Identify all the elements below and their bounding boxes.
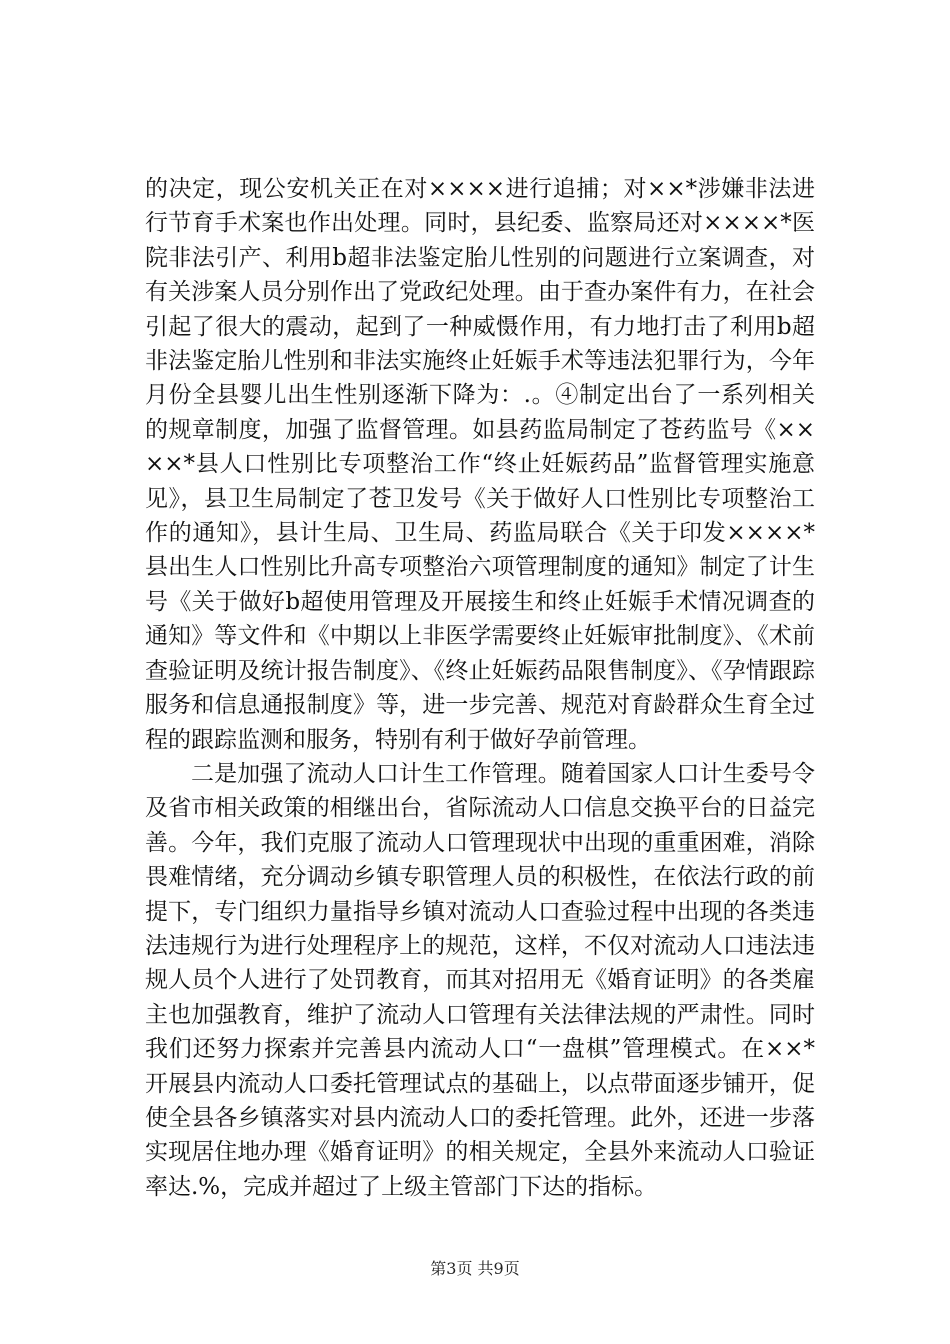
paragraph-continuation: 的决定，现公安机关正在对××××进行追捕；对××*涉嫌非法进行节育手术案也作出处理。同时，县纪委、监察局还对××××*医院非法引产、利用b超非法鉴定胎儿性别的问题进行立案调查，对有关涉案人员分别作出了党政纪处理。由于查办案件有力，在社会引起了很大的震动，起到了一种威慑作用，有力地打击了利用b超非法鉴定胎儿性别和非法实施终止妊娠手术等违法犯罪行为，今年月份全县婴儿出生性别逐渐下降为：.。④制定出台了一系列相关的规章制度，加强了监督管理。如县药监局制定了苍药监号《××××*县人口性别比专项整治工作“终止妊娠药品”监督管理实施意见》，县卫生局制定了苍卫发号《关于做好人口性别比专项整治工作的通知》，县计生局、卫生局、药监局联合《关于印发××××*县出生人口性别比升高专项整治六项管理制度的通知》制定了计生号《关于做好b超使用管理及开展接生和终止妊娠手术情况调查的通知》等文件和《中期以上非医学需要终止妊娠审批制度》、《术前查验证明及统计报告制度》、《终止妊娠药品限售制度》、《孕情跟踪服务和信息通报制度》等，进一步完善、规范对育龄群众生育全过程的跟踪监测和服务，特别有利于做好孕前管理。: [145, 176, 815, 753]
document-body: [145, 172, 815, 1204]
page-number-footer: 第3页 共9页: [430, 1259, 520, 1278]
paragraph-floating-population: 二是加强了流动人口计生工作管理。随着国家人口计生委号令及省市相关政策的相继出台，省际流动人口信息交换平台的日益完善。今年，我们克服了流动人口管理现状中出现的重重困难，消除畏难情绪，充分调动乡镇专职管理人员的积极性，在依法行政的前提下，专门组织力量指导乡镇对流动人口查验过程中出现的各类违法违规行为进行处理程序上的规范，这样，不仅对流动人口违法违规人员个人进行了处罚教育，而其对招用无《婚育证明》的各类雇主也加强教育，维护了流动人口管理有关法律法规的严肃性。同时我们还努力探索并完善县内流动人口“一盘棋”管理模式。在××*开展县内流动人口委托管理试点的基础上，以点带面逐步铺开，促使全县各乡镇落实对县内流动人口的委托管理。此外，还进一步落实现居住地办理《婚育证明》的相关规定，全县外来流动人口验证率达.%，完成并超过了上级主管部门下达的指标。: [145, 760, 815, 1200]
